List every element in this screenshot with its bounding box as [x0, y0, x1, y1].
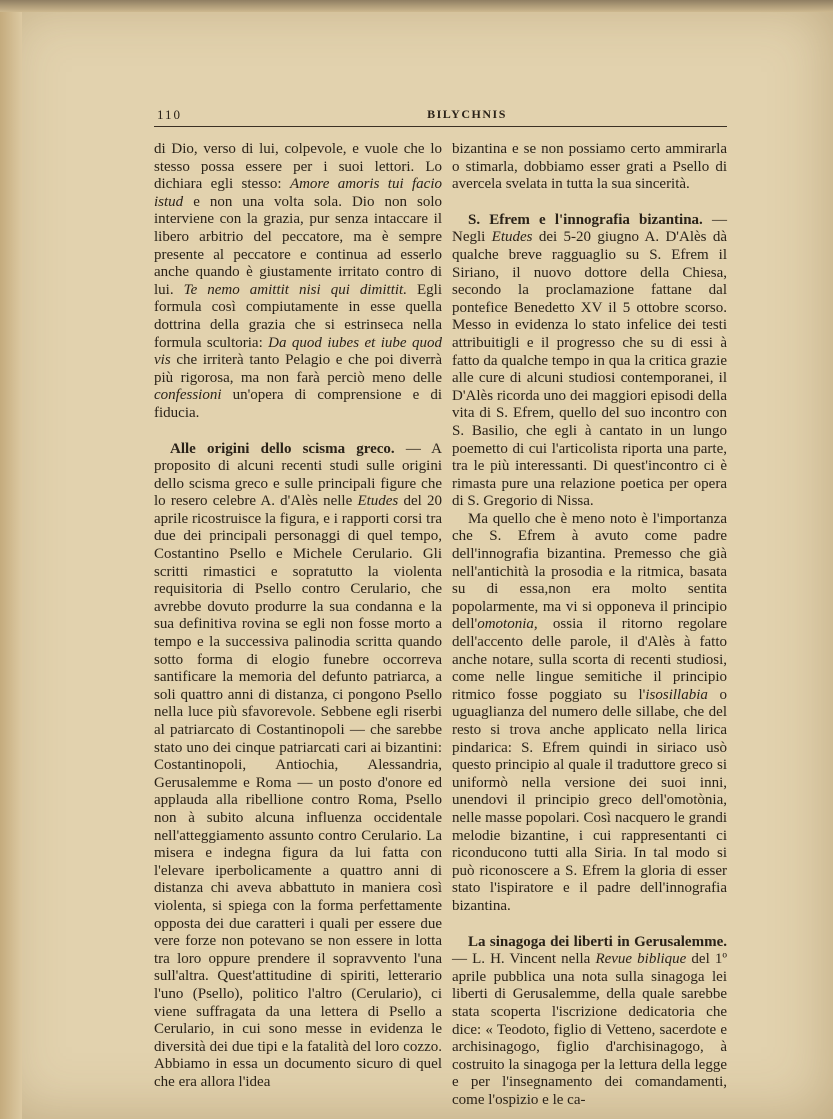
left-column	[154, 141, 442, 1091]
page-number: 110	[157, 107, 183, 122]
right-column	[452, 141, 727, 1109]
paragraph: bizantina e se non possiamo certo ammirarla o stimarla, dobbiamo esser grati a Psello di avercela svelata in tutta la sua sincerità.	[452, 141, 727, 193]
header-rule	[154, 126, 727, 127]
paragraph: S. Efrem e l'innografia bizantina. — Negli Etudes dei 5-20 giugno A. D'Alès dà qualche breve ragguaglio su S. Efrem il Siriano, il nuovo dottore della Chiesa, secondo la proclamazione fattane dal pontefice Benedetto XV il 5 ottobre scorso. Messo in evidenza lo stato infelice dei testi attribuitigli e il progresso che su di essi à fatto da qualche tempo in qua la critica grazie alle cure di alcuni studiosi contemporanei, il D'Alès ricorda uno dei maggiori episodi della vita di S. Efrem, quello del suo incontro con S. Basilio, che egli à cantato in un lungo poemetto di cui l'articolista riporta una parte, tra le più interessanti. Di quest'incontro ci è rimasta pure una relazione poetica per opera di S. Gregorio di Nissa.	[452, 211, 727, 510]
paragraph: Alle origini dello scisma greco. — A proposito di alcuni recenti studi sulle origini dello scisma greco e sulle principali figure che lo resero celebre A. d'Alès nelle Etudes del 20 aprile ricostruisce la figura, e i rapporti corsi tra due dei principali personaggi di quel tempo, Costantino Psello e Michele Cerulario. Gli scritti rimastici e sopratutto la violenta requisitoria di Psello contro Cerulario, che avrebbe dovuto produrre la sua condanna e la sua definitiva rovina se egli non fosse morto a tempo e la successiva palinodia scritta quando sotto forma di elogio funebre occorreva santificare la memoria del defunto patriarca, a soli quattro anni di distanza, ci pongono Psello nella luce più sfavorevole. Sebbene egli riserbi al patriarcato di Costantinopoli — che sarebbe stato uno dei cinque patriarcati cari ai bizantini: Costantinopoli, Antiochia, Alessandria, Gerusalemme e Roma — un posto d'onore ed applauda alla ribellione contro Roma, Psello non à subito alcuna influenza occidentale nell'atteggiamento assunto contro Cerulario. La misera e indegna figura da lui fatta con l'elevare iperbolicamente a quattro anni di distanza chi aveva abbattuto in maniera così violenta, si spiega con la forma perfettamente opposta dei due caratteri i quali per essere due vere forze non potevano se non essere in lotta tra loro oppure prendere il sopravvento l'una sull'altra. Quest'attitudine di spiriti, letterario l'uno (Psello), politico l'altro (Cerulario), ci viene suffragata da una lettera di Psello a Cerulario, in cui sono messe in evidenza le diversità dei due tipi e la fatalità del loro cozzo. Abbiamo in essa un documento sicuro di quel che era allora l'idea	[154, 440, 442, 1090]
paragraph: La sinagoga dei liberti in Gerusalemme. — L. H. Vincent nella Revue biblique del 1º aprile pubblica una nota sulla sinagoga lei liberti di Gerusalemme, della quale sarebbe stata scoperta l'iscrizione dedicatoria che dice: « Teodoto, figlio di Vetteno, sacerdote e archisinagogo, figlio d'archisinagogo, à costruito la sinagoga per la lettura della legge e per l'insegnamento dei comandamenti, come l'ospizio e le ca-	[452, 933, 727, 1108]
section-heading: S. Efrem e l'innografia bizantina.	[468, 211, 703, 228]
paragraph: di Dio, verso di lui, colpevole, e vuole che lo stesso possa essere per i suoi lettori. Lo dichiara egli stesso: Amore amoris tui facio istud e non una volta sola. Dio non solo interviene con la grazia, pur senza intaccare il libero arbitrio del peccatore, ma è sempre presente al peccatore e continua ad esserlo anche quando è giustamente irritato contro di lui. Te nemo amittit nisi qui dimittit. Egli formula così compiutamente in esse quella dottrina della grazia che si estrinseca nella formula scultoria: Da quod iubes et iube quod vis che irriterà tanto Pelagio e che poi diverrà più rigorosa, ma non farà perciò meno delle confessioni un'opera di comprensione e di fiducia.	[154, 141, 443, 421]
page-binding-edge	[0, 0, 22, 1119]
paragraph: Ma quello che è meno noto è l'importanza che S. Efrem à avuto come padre dell'innografia bizantina. Premesso che già nell'antichità la prosodia e la ritmica, basata su di essa,non era molto sentita popolarmente, ma vi si opponeva il principio dell'omotonia, ossia il ritorno regolare dell'accento delle parole, il d'Alès à fatto anche notare, sulla scorta di recenti studiosi, come nelle lingue semitiche il principio ritmico fosse poggiato su l'isosillabia o uguaglianza del numero delle sillabe, che del resto si trova anche applicato nella lirica pindarica: S. Efrem quindi in siriaco usò questo principio al quale il traduttore greco si uniformò nella versione dei suoi inni, unendovi il principio greco dell'omotònia, nelle masse popolari. Così nacquero le grandi melodie bizantine, i cui rappresentanti ci riconducono tutti alla Siria. In tal modo si può riconoscere a S. Efrem la gloria di esser stato l'ispiratore e il padre dell'innografia bizantina.	[452, 510, 727, 914]
running-title: BILYCHNIS	[427, 107, 507, 121]
page-top-edge	[0, 0, 833, 12]
section-heading: La sinagoga dei liberti in Gerusalemme.	[468, 933, 727, 950]
page-header	[157, 103, 727, 125]
section-heading: Alle origini dello scisma greco.	[170, 440, 395, 457]
